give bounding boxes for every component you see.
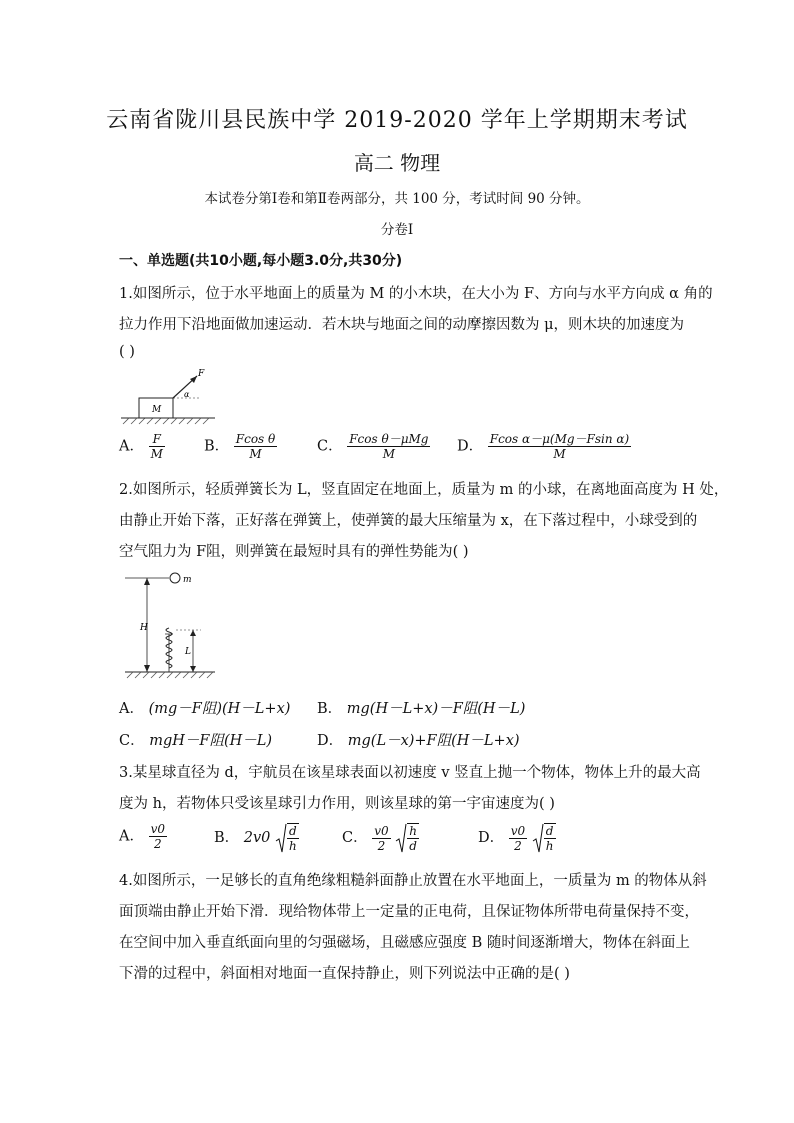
q3-option-d-numerator: v0 [510, 823, 526, 838]
q1-angle-label: α [184, 390, 190, 399]
q2-ball [170, 573, 180, 583]
q1-option-d-label: D． [457, 438, 484, 455]
q1-option-c-numerator: Fcos θ－μMg [349, 432, 429, 446]
q1-option-b-denominator: M [249, 447, 262, 461]
q1-option-a-label: A． [119, 438, 144, 455]
q2-option-b[interactable] [317, 697, 525, 718]
q3-option-d-denominator: 2 [514, 838, 522, 853]
q2-option-c[interactable] [119, 729, 272, 750]
q1-option-b[interactable] [204, 432, 277, 461]
q2-height-arrow-bottom [144, 665, 150, 672]
q3-option-d-sqrt-sign [532, 822, 544, 854]
q1-option-a-fraction [149, 432, 165, 461]
q2-length-arrow-top [190, 630, 196, 636]
q3-option-c[interactable] [342, 822, 419, 854]
exam-subtitle: 高二 物理 [353, 151, 441, 175]
q2-option-b-text: mg(H－L+x)－F阻(H－L) [346, 701, 526, 717]
q3-option-c-numerator: v0 [374, 823, 389, 838]
q3-option-c-label: C． [342, 830, 368, 846]
q2-ground-hatch [127, 672, 213, 678]
q1-option-a-denominator: M [150, 447, 163, 461]
q3-option-a[interactable] [119, 822, 167, 851]
q2-height-arrow-top [144, 578, 150, 585]
q3-option-a-denominator: 2 [153, 837, 162, 851]
q4-line-3: 在空间中加入垂直纸面向里的匀强磁场，且磁感应强度 B 随时间逐渐增大，物体在斜面上 [119, 935, 690, 951]
volume-label: 分卷Ⅰ [380, 222, 414, 238]
q2-length-label: L [185, 647, 191, 657]
q2-option-a-text: (mg－F阻)(H－L+x) [148, 701, 291, 717]
q3-option-b-coefficient: 2v0 [243, 830, 271, 846]
exam-title: 云南省陇川县民族中学 2019-2020 学年上学期期末考试 [106, 108, 688, 133]
q2-option-b-label: B． [317, 701, 343, 717]
q3-option-c-root-denominator: d [409, 839, 417, 853]
q2-line-2: 由静止开始下落，正好落在弹簧上，使弹簧的最大压缩量为 x，在下落过程中，小球受到的 [119, 513, 698, 529]
q1-line-2: 拉力作用下沿地面做加速运动．若木块与地面之间的动摩擦因数为 μ，则木块的加速度为 [119, 317, 685, 333]
q2-length-arrow-bottom [190, 666, 196, 672]
q1-line-3: ( ) [119, 344, 135, 360]
q1-option-d[interactable] [457, 432, 631, 461]
q3-option-d-fraction [509, 824, 527, 853]
q4-line-1: 4.如图所示，一足够长的直角绝缘粗糙斜面静止放置在水平地面上，一质量为 m 的物体从斜 [119, 873, 707, 889]
q1-option-d-denominator: M [553, 447, 566, 461]
q1-option-a-numerator: F [149, 432, 165, 447]
q1-option-d-fraction [488, 432, 631, 461]
section-heading: 一、单选题(共10小题,每小题3.0分,共30分) [119, 253, 403, 269]
q1-option-c-label: C． [317, 438, 343, 455]
q2-figure [121, 568, 217, 684]
q3-option-d-root-numerator: d [544, 824, 556, 839]
exam-intro: 本试卷分第Ⅰ卷和第Ⅱ卷两部分，共 100 分，考试时间 90 分钟。 [204, 191, 590, 207]
q3-option-c-fraction [372, 824, 390, 853]
q3-option-c-sqrt-sign [395, 822, 407, 854]
q2-option-a-label: A． [119, 701, 144, 717]
q3-line-2: 度为 h，若物体只受该星球引力作用，则该星球的第一宇宙速度为( ) [119, 796, 555, 812]
q3-option-c-root-fraction [407, 823, 419, 853]
q4-line-2: 面顶端由静止开始下滑．现给物体带上一定量的正电荷，且保证物体所带电荷量保持不变， [119, 904, 699, 920]
q3-option-c-root-numerator: h [409, 824, 417, 838]
q1-option-b-numerator: Fcos θ [235, 432, 276, 446]
q1-option-b-fraction [234, 432, 277, 461]
q2-option-d-text: mg(L－x)+F阻(H－L+x) [347, 733, 520, 749]
q1-block-label: M [152, 405, 162, 415]
q3-option-b-root-fraction [287, 823, 299, 853]
q2-option-a[interactable] [119, 697, 290, 718]
q1-option-b-label: B． [204, 438, 230, 455]
q2-option-c-label: C． [119, 733, 145, 749]
q1-option-c-fraction [347, 432, 430, 461]
q1-option-c[interactable] [317, 432, 430, 461]
q2-option-d[interactable] [317, 729, 520, 750]
q3-option-b-sqrt-sign [275, 822, 287, 854]
q3-line-1: 3.某星球直径为 d，宇航员在该星球表面以初速度 v 竖直上抛一个物体，物体上升的最大高 [119, 765, 701, 781]
q1-line-1: 1.如图所示，位于水平地面上的质量为 M 的小木块，在大小为 F、方向与水平方向成 α 角的 [119, 286, 713, 302]
q1-figure [119, 366, 219, 426]
q4-line-4: 下滑的过程中，斜面相对地面一直保持静止，则下列说法中正确的是( ) [119, 966, 570, 982]
q2-option-c-text: mgH－F阻(H－L) [149, 733, 273, 749]
q3-option-d-root-fraction [544, 823, 556, 853]
q3-option-c-denominator: 2 [377, 838, 386, 853]
q3-option-b-label: B． [214, 830, 240, 846]
q3-option-d-root-denominator: h [545, 839, 554, 853]
q1-option-c-denominator: M [382, 447, 395, 461]
q3-option-b[interactable] [214, 822, 299, 854]
q3-option-a-numerator: v0 [150, 822, 166, 836]
q2-line-3: 空气阻力为 F阻，则弹簧在最短时具有的弹性势能为( ) [119, 544, 469, 560]
q2-option-d-label: D． [317, 733, 344, 749]
q3-option-a-label: A． [119, 828, 144, 845]
q3-option-d-label: D． [478, 830, 505, 846]
q1-ground-hatch [123, 418, 209, 424]
q1-force-label: F [198, 369, 205, 379]
q3-option-b-root-denominator: h [289, 839, 297, 853]
q3-option-d[interactable] [478, 822, 556, 854]
q1-option-d-numerator: Fcos α－μ(Mg－Fsin α) [489, 432, 630, 446]
q1-option-a[interactable] [119, 432, 165, 461]
q2-height-label: H [140, 623, 148, 633]
q3-option-b-root-numerator: d [287, 824, 299, 839]
q3-option-a-fraction [149, 822, 167, 851]
q2-ball-label: m [183, 575, 192, 585]
q2-line-1: 2.如图所示，轻质弹簧长为 L，竖直固定在地面上，质量为 m 的小球，在离地面高度为 H 处， [119, 482, 729, 498]
